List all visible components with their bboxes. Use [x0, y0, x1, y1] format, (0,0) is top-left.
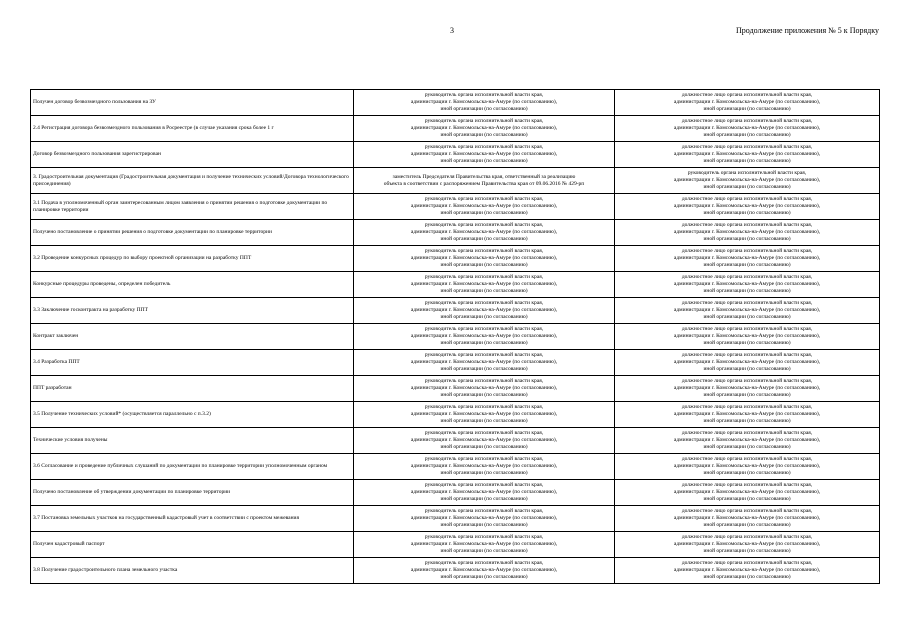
responsible-line: администрации г. Комсомольска-на-Амуре (по согласованию), [410, 437, 558, 443]
executor-cell [615, 168, 880, 194]
responsible-person-cell [354, 480, 615, 506]
responsible-line: администрации г. Комсомольска-на-Амуре (по согласованию), [410, 281, 558, 287]
stage-cell: 2.4 Регистрация договора безвозмездного пользования в Росреестре (в случае указания срока более 1 г [31, 116, 354, 142]
table-row [31, 350, 880, 376]
responsible-line: иной организации (по согласованию) [440, 522, 528, 528]
stage-cell: ППТ разработан [31, 376, 354, 402]
table-row [31, 506, 880, 532]
responsible-line: иной организации (по согласованию) [440, 340, 528, 346]
stage-cell: 3.6 Согласование и проведение публичных слушаний по документации по планировке территории уполномоченным органом [31, 454, 354, 480]
table-row [31, 220, 880, 246]
executor-cell [615, 558, 880, 584]
responsible-line: администрации г. Комсомольска-на-Амуре (по согласованию), [673, 307, 821, 313]
responsible-line: администрации г. Комсомольска-на-Амуре (по согласованию), [410, 385, 558, 391]
stage-cell: Технические условия получены [31, 428, 354, 454]
responsible-person-cell [354, 116, 615, 142]
executor-cell [615, 506, 880, 532]
responsible-line: объекта в соответствии с распоряжением Правительства края от 09.06.2016 № 429-рп [383, 180, 585, 187]
running-head: Продолжение приложения № 5 к Порядку [736, 26, 879, 35]
responsible-line: администрации г. Комсомольска-на-Амуре (по согласованию), [410, 463, 558, 469]
executor-cell [615, 532, 880, 558]
responsible-person-cell [354, 168, 615, 194]
responsible-person-cell [354, 272, 615, 298]
responsible-line: иной организации (по согласованию) [703, 418, 791, 424]
responsible-line: руководитель органа исполнительной власти края, [424, 482, 544, 488]
responsible-line: иной организации (по согласованию) [440, 262, 528, 268]
responsible-person-cell [354, 298, 615, 324]
responsible-line: администрации г. Комсомольска-на-Амуре (по согласованию), [410, 307, 558, 313]
table-row [31, 298, 880, 324]
responsible-person-cell [354, 454, 615, 480]
responsible-person-cell [354, 350, 615, 376]
stage-cell: 3.3 Заключение госконтракта на разработку ППТ [31, 298, 354, 324]
responsible-person-cell [354, 558, 615, 584]
responsible-line: иной организации (по согласованию) [703, 366, 791, 372]
executor-cell [615, 480, 880, 506]
responsible-line: иной организации (по согласованию) [440, 314, 528, 320]
responsible-line: должностное лицо органа исполнительной власти края, [681, 378, 813, 384]
table-row [31, 428, 880, 454]
responsible-line: администрации г. Комсомольска-на-Амуре (по согласованию), [410, 255, 558, 261]
responsible-line: администрации г. Комсомольска-на-Амуре (по согласованию), [673, 177, 821, 183]
responsible-line: руководитель органа исполнительной власти края, [424, 248, 544, 254]
table-row [31, 376, 880, 402]
stage-cell: 3.4 Разработка ППТ [31, 350, 354, 376]
responsible-line: должностное лицо органа исполнительной власти края, [681, 456, 813, 462]
executor-cell [615, 298, 880, 324]
responsible-line: заместитель Председателя Правительства края, ответственный за реализацию [392, 173, 576, 180]
responsible-line: администрации г. Комсомольска-на-Амуре (по согласованию), [410, 125, 558, 131]
executor-cell [615, 324, 880, 350]
responsible-line: руководитель органа исполнительной власти края, [424, 274, 544, 280]
stage-cell: 3. Градостроительная документация (Градостроительная документация и получение технических условий/Договора технологического присоединения) [31, 168, 354, 194]
table-row [31, 532, 880, 558]
responsible-line: администрации г. Комсомольска-на-Амуре (по согласованию), [673, 333, 821, 339]
executor-cell [615, 454, 880, 480]
responsible-line: иной организации (по согласованию) [703, 184, 791, 190]
responsible-line: иной организации (по согласованию) [703, 288, 791, 294]
responsible-person-cell [354, 90, 615, 116]
responsible-line: администрации г. Комсомольска-на-Амуре (по согласованию), [673, 125, 821, 131]
plan-table [30, 89, 880, 584]
responsible-line: иной организации (по согласованию) [440, 236, 528, 242]
responsible-person-cell [354, 194, 615, 220]
responsible-line: администрации г. Комсомольска-на-Амуре (по согласованию), [673, 567, 821, 573]
responsible-line: должностное лицо органа исполнительной власти края, [681, 560, 813, 566]
responsible-person-cell [354, 402, 615, 428]
responsible-line: администрации г. Комсомольска-на-Амуре (по согласованию), [673, 541, 821, 547]
responsible-person-cell [354, 246, 615, 272]
executor-cell [615, 350, 880, 376]
responsible-line: иной организации (по согласованию) [703, 496, 791, 502]
responsible-line: руководитель органа исполнительной власти края, [424, 508, 544, 514]
page-number: 3 [450, 26, 454, 35]
responsible-line: руководитель органа исполнительной власти края, [424, 118, 544, 124]
responsible-line: руководитель органа исполнительной власти края, [424, 92, 544, 98]
responsible-line: иной организации (по согласованию) [703, 262, 791, 268]
responsible-line: иной организации (по согласованию) [440, 158, 528, 164]
responsible-line: иной организации (по согласованию) [440, 106, 528, 112]
responsible-line: иной организации (по согласованию) [440, 288, 528, 294]
responsible-line: администрации г. Комсомольска-на-Амуре (по согласованию), [410, 489, 558, 495]
responsible-line: администрации г. Комсомольска-на-Амуре (по согласованию), [410, 567, 558, 573]
executor-cell [615, 194, 880, 220]
executor-cell [615, 428, 880, 454]
responsible-line: должностное лицо органа исполнительной власти края, [681, 196, 813, 202]
responsible-line: администрации г. Комсомольска-на-Амуре (по согласованию), [673, 385, 821, 391]
responsible-line: должностное лицо органа исполнительной власти края, [681, 248, 813, 254]
table-row [31, 272, 880, 298]
responsible-line: руководитель органа исполнительной власти края, [424, 560, 544, 566]
executor-cell [615, 142, 880, 168]
responsible-line: руководитель органа исполнительной власти края, [424, 430, 544, 436]
responsible-line: руководитель органа исполнительной власти края, [424, 196, 544, 202]
responsible-line: иной организации (по согласованию) [440, 132, 528, 138]
table-row [31, 454, 880, 480]
responsible-line: иной организации (по согласованию) [440, 444, 528, 450]
responsible-line: должностное лицо органа исполнительной власти края, [681, 92, 813, 98]
responsible-line: иной организации (по согласованию) [440, 470, 528, 476]
responsible-line: администрации г. Комсомольска-на-Амуре (по согласованию), [673, 437, 821, 443]
responsible-person-cell [354, 220, 615, 246]
responsible-line: иной организации (по согласованию) [703, 210, 791, 216]
table-row [31, 480, 880, 506]
responsible-person-cell [354, 532, 615, 558]
responsible-line: администрации г. Комсомольска-на-Амуре (по согласованию), [673, 463, 821, 469]
responsible-line: администрации г. Комсомольска-на-Амуре (по согласованию), [673, 99, 821, 105]
responsible-line: должностное лицо органа исполнительной власти края, [681, 352, 813, 358]
plan-table-body [31, 90, 880, 584]
responsible-line: администрации г. Комсомольска-на-Амуре (по согласованию), [410, 541, 558, 547]
responsible-line: должностное лицо органа исполнительной власти края, [681, 274, 813, 280]
table-row [31, 194, 880, 220]
responsible-line: иной организации (по согласованию) [440, 366, 528, 372]
responsible-line: должностное лицо органа исполнительной власти края, [681, 482, 813, 488]
stage-cell: Договор безвозмездного пользования зарегистрирован [31, 142, 354, 168]
stage-cell: 3.2 Проведение конкурсных процедур по выбору проектной организации на разработку ППТ [31, 246, 354, 272]
responsible-person-cell [354, 142, 615, 168]
executor-cell [615, 376, 880, 402]
executor-cell [615, 246, 880, 272]
responsible-line: руководитель органа исполнительной власти края, [424, 300, 544, 306]
responsible-line: иной организации (по согласованию) [440, 392, 528, 398]
executor-cell [615, 116, 880, 142]
responsible-line: иной организации (по согласованию) [703, 444, 791, 450]
responsible-line: администрации г. Комсомольска-на-Амуре (по согласованию), [410, 151, 558, 157]
responsible-line: руководитель органа исполнительной власти края, [424, 144, 544, 150]
stage-cell: Контракт заключен [31, 324, 354, 350]
responsible-line: иной организации (по согласованию) [440, 496, 528, 502]
responsible-line: должностное лицо органа исполнительной власти края, [681, 508, 813, 514]
responsible-line: иной организации (по согласованию) [440, 574, 528, 580]
table-row [31, 558, 880, 584]
responsible-person-cell [354, 324, 615, 350]
responsible-line: администрации г. Комсомольска-на-Амуре (по согласованию), [673, 489, 821, 495]
stage-cell: Получен кадастровый паспорт [31, 532, 354, 558]
responsible-line: администрации г. Комсомольска-на-Амуре (по согласованию), [673, 359, 821, 365]
responsible-line: иной организации (по согласованию) [703, 340, 791, 346]
responsible-line: руководитель органа исполнительной власти края, [687, 170, 807, 176]
executor-cell [615, 220, 880, 246]
responsible-line: администрации г. Комсомольска-на-Амуре (по согласованию), [673, 229, 821, 235]
responsible-line: должностное лицо органа исполнительной власти края, [681, 222, 813, 228]
responsible-line: администрации г. Комсомольска-на-Амуре (по согласованию), [410, 203, 558, 209]
responsible-line: администрации г. Комсомольска-на-Амуре (по согласованию), [673, 255, 821, 261]
responsible-line: администрации г. Комсомольска-на-Амуре (по согласованию), [410, 99, 558, 105]
responsible-line: иной организации (по согласованию) [703, 392, 791, 398]
responsible-line: администрации г. Комсомольска-на-Амуре (по согласованию), [673, 411, 821, 417]
responsible-line: должностное лицо органа исполнительной власти края, [681, 144, 813, 150]
responsible-line: руководитель органа исполнительной власти края, [424, 326, 544, 332]
responsible-line: администрации г. Комсомольска-на-Амуре (по согласованию), [410, 411, 558, 417]
responsible-line: администрации г. Комсомольска-на-Амуре (по согласованию), [673, 515, 821, 521]
responsible-line: должностное лицо органа исполнительной власти края, [681, 326, 813, 332]
responsible-line: должностное лицо органа исполнительной власти края, [681, 118, 813, 124]
responsible-line: иной организации (по согласованию) [440, 418, 528, 424]
responsible-line: иной организации (по согласованию) [440, 548, 528, 554]
responsible-line: руководитель органа исполнительной власти края, [424, 404, 544, 410]
stage-cell: Получено постановление о принятии решения о подготовке документации по планировке территории [31, 220, 354, 246]
table-row [31, 402, 880, 428]
responsible-line: администрации г. Комсомольска-на-Амуре (по согласованию), [410, 333, 558, 339]
responsible-line: администрации г. Комсомольска-на-Амуре (по согласованию), [673, 151, 821, 157]
executor-cell [615, 272, 880, 298]
responsible-line: иной организации (по согласованию) [440, 210, 528, 216]
responsible-line: руководитель органа исполнительной власти края, [424, 222, 544, 228]
stage-cell: 3.5 Получение технических условий* (осуществляется параллельно с п.3.2) [31, 402, 354, 428]
stage-cell: Получено постановление об утверждении документации по планировке территории [31, 480, 354, 506]
responsible-line: должностное лицо органа исполнительной власти края, [681, 430, 813, 436]
responsible-line: должностное лицо органа исполнительной власти края, [681, 404, 813, 410]
stage-cell: 3.8 Получение градостроительного плана земельного участка [31, 558, 354, 584]
responsible-line: администрации г. Комсомольска-на-Амуре (по согласованию), [410, 229, 558, 235]
responsible-line: иной организации (по согласованию) [703, 314, 791, 320]
table-row [31, 168, 880, 194]
responsible-line: иной организации (по согласованию) [703, 522, 791, 528]
responsible-line: руководитель органа исполнительной власти края, [424, 352, 544, 358]
responsible-line: должностное лицо органа исполнительной власти края, [681, 534, 813, 540]
responsible-line: иной организации (по согласованию) [703, 132, 791, 138]
responsible-line: иной организации (по согласованию) [703, 236, 791, 242]
responsible-person-cell [354, 506, 615, 532]
responsible-line: руководитель органа исполнительной власти края, [424, 456, 544, 462]
responsible-line: должностное лицо органа исполнительной власти края, [681, 300, 813, 306]
executor-cell [615, 90, 880, 116]
table-row [31, 142, 880, 168]
responsible-line: администрации г. Комсомольска-на-Амуре (по согласованию), [410, 515, 558, 521]
responsible-line: администрации г. Комсомольска-на-Амуре (по согласованию), [673, 281, 821, 287]
responsible-line: иной организации (по согласованию) [703, 548, 791, 554]
stage-cell: Получен договор безвозмездного пользования на ЗУ [31, 90, 354, 116]
responsible-line: иной организации (по согласованию) [703, 158, 791, 164]
responsible-person-cell [354, 428, 615, 454]
stage-cell: Конкурсные процедуры проведены, определен победитель [31, 272, 354, 298]
table-row [31, 324, 880, 350]
responsible-line: администрации г. Комсомольска-на-Амуре (по согласованию), [673, 203, 821, 209]
stage-cell: 3.1 Подача в уполномоченный орган заинтересованным лицом заявления о принятии решения о подготовке документации по планировке территории [31, 194, 354, 220]
table-row [31, 246, 880, 272]
table-row [31, 116, 880, 142]
executor-cell [615, 402, 880, 428]
responsible-line: иной организации (по согласованию) [703, 470, 791, 476]
responsible-person-cell [354, 376, 615, 402]
responsible-line: руководитель органа исполнительной власти края, [424, 378, 544, 384]
responsible-line: руководитель органа исполнительной власти края, [424, 534, 544, 540]
table-row [31, 90, 880, 116]
responsible-line: иной организации (по согласованию) [703, 106, 791, 112]
stage-cell: 3.7 Постановка земельных участков на государственный кадастровый учет в соответствии с проектом межевания [31, 506, 354, 532]
responsible-line: иной организации (по согласованию) [703, 574, 791, 580]
responsible-line: администрации г. Комсомольска-на-Амуре (по согласованию), [410, 359, 558, 365]
